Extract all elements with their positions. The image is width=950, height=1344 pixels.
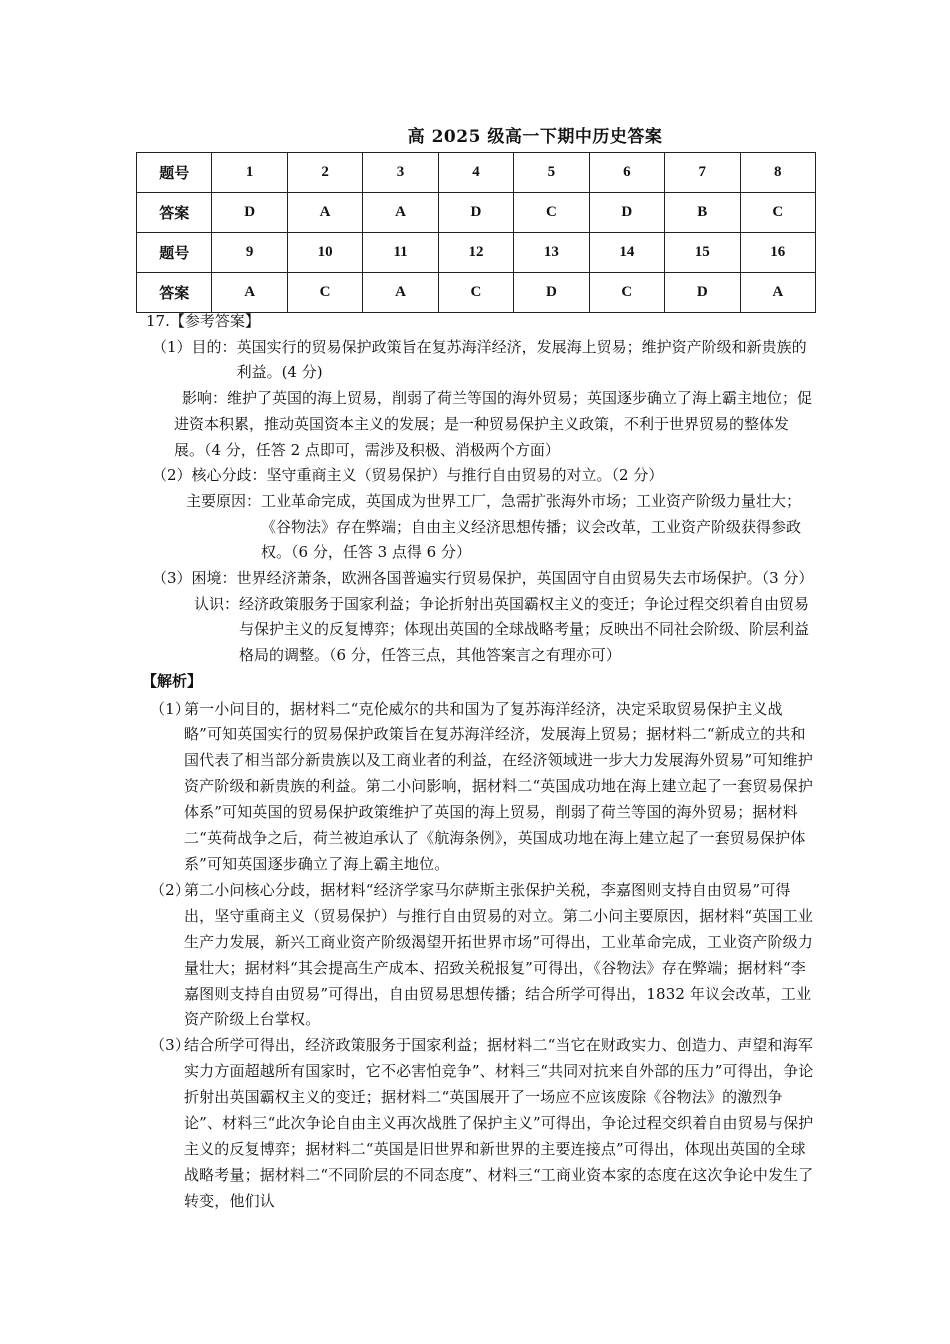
answer-table-cell: 10 — [287, 233, 362, 273]
answer-table-row-label: 答案 — [137, 273, 212, 313]
answer-table-cell: D — [514, 273, 589, 313]
answer-table-cell: D — [438, 193, 513, 233]
q17-part1-effect: 影响：维护了英国的海上贸易，削弱了荷兰等国的海外贸易；英国逐步确立了海上霸主地位；促进资本积累，推动英国资本主义的发展；是一种贸易保护主义政策，不利于世界贸易的整体发展。（4 分，任答 2 点即可，需涉及积极、消极两个方面） — [174, 389, 813, 459]
q17-part1 — [146, 335, 814, 386]
answer-table-cell: 4 — [438, 153, 513, 193]
analysis-heading: 【解析】 — [142, 671, 203, 690]
answer-table-row-label: 题号 — [137, 153, 212, 193]
answer-table-cell: 5 — [514, 153, 589, 193]
q17-part2 — [146, 463, 814, 489]
analysis-item — [146, 878, 814, 1033]
answer-table-cell: D — [589, 193, 664, 233]
q17-part2-reason — [146, 489, 814, 566]
q17-part2-number: （2） — [152, 466, 192, 485]
q17-part3-number: （3） — [152, 569, 192, 588]
answer-table-cell: 6 — [589, 153, 664, 193]
analysis-item — [146, 697, 814, 878]
analysis-item-number: （2） — [150, 880, 190, 899]
analysis-item-number: （1） — [150, 699, 190, 718]
answer-table-cell: A — [212, 273, 287, 313]
answer-table-cell: C — [287, 273, 362, 313]
answer-table-cell: A — [363, 193, 438, 233]
q17-part3-view-text: 经济政策服务于国家利益；争论折射出英国霸权主义的变迁；争论过程交织着自由贸易与保护主义的反复博弈；体现出英国的全球战略考量；反映出不同社会阶级、阶层利益格局的调整。（6 分，任答三点，其他答案言之有理亦可） — [239, 594, 810, 665]
analysis-item — [146, 1033, 814, 1214]
q17-part3-view-label: 认识： — [194, 594, 240, 613]
q17-part1-number: （1） — [152, 337, 192, 356]
answer-table-row — [137, 153, 816, 193]
answer-table-cell: C — [740, 193, 816, 233]
analysis-item-text: 第一小问目的，据材料二“克伦威尔的共和国为了复苏海洋经济，决定采取贸易保护主义战略”可知英国实行的贸易保护政策旨在复苏海洋经济，发展海上贸易；据材料二“新成立的共和国代表了相当部分新贵族以及工商业者的利益，在经济领域进一步大力发展海外贸易”可知维护资产阶级和新贵族的利益。第二小问影响，据材料二“英国成功地在海上建立起了一套贸易保护体系”可知英国的贸易保护政策维护了英国的海上贸易，削弱了荷兰等国的海外贸易；据材料二“英荷战争之后，荷兰被迫承认了《航海条例》，英国成功地在海上建立起了一套贸易保护体系”可知英国逐步确立了海上霸主地位。 — [184, 699, 813, 873]
answer-table-cell: 3 — [363, 153, 438, 193]
answer-table-cell: C — [514, 193, 589, 233]
answer-table-cell: 9 — [212, 233, 287, 273]
answer-table — [136, 152, 816, 313]
answer-table-cell: 12 — [438, 233, 513, 273]
answer-table-cell: D — [212, 193, 287, 233]
answer-table-cell: 16 — [740, 233, 816, 273]
answer-table-cell: 8 — [740, 153, 816, 193]
answer-table-cell: C — [589, 273, 664, 313]
q17-part2-line: 核心分歧：坚守重商主义（贸易保护）与推行自由贸易的对立。（2 分） — [191, 466, 664, 485]
answer-table-cell: B — [665, 193, 740, 233]
answer-table-cell: 13 — [514, 233, 589, 273]
q17-part3 — [146, 566, 814, 592]
answer-content — [142, 309, 814, 1215]
answer-table-row-label: 答案 — [137, 193, 212, 233]
q17-part1-text: 英国实行的贸易保护政策旨在复苏海洋经济，发展海上贸易；维护资产阶级和新贵族的利益。(4 分) — [236, 337, 807, 382]
q17-heading: 17.【参考答案】 — [146, 312, 260, 330]
q17-part1-label: 目的： — [191, 337, 237, 356]
analysis-list — [146, 697, 814, 1215]
answer-table-row — [137, 233, 816, 273]
answer-table-cell: C — [438, 273, 513, 313]
answer-table-cell: 15 — [665, 233, 740, 273]
answer-table-cell: D — [665, 273, 740, 313]
answer-table-cell: 7 — [665, 153, 740, 193]
answer-table-row — [137, 273, 816, 313]
answer-table-cell: 14 — [589, 233, 664, 273]
answer-table-cell: 11 — [363, 233, 438, 273]
analysis-item-number: （3） — [150, 1036, 190, 1055]
q17-part3-view — [146, 592, 814, 669]
q17-part2-reason-label: 主要原因： — [186, 491, 262, 510]
answer-table-cell: 2 — [287, 153, 362, 193]
answer-table-cell: A — [363, 273, 438, 313]
answer-table-row — [137, 193, 816, 233]
answer-table-cell: 1 — [212, 153, 287, 193]
analysis-item-text: 第二小问核心分歧，据材料“经济学家马尔萨斯主张保护关税，李嘉图则支持自由贸易”可得出，坚守重商主义（贸易保护）与推行自由贸易的对立。第二小问主要原因，据材料“英国工业生产力发展，新兴工商业资产阶级渴望开拓世界市场”可得出，工业革命完成，工业资产阶级力量壮大；据材料“其会提高生产成本、招致关税报复”可得出，《谷物法》存在弊端；据材料“李嘉图则支持自由贸易”可得出，自由贸易思想传播；结合所学可得出，1832 年议会改革，工业资产阶级上台掌权。 — [184, 880, 813, 1029]
page-title: 高 2025 级高一下期中历史答案 — [407, 127, 663, 147]
analysis-item-text: 结合所学可得出，经济政策服务于国家利益；据材料二“当它在财政实力、创造力、声望和海军实力方面超越所有国家时，它不必害怕竞争”、材料三“共同对抗来自外部的压力”可得出，争论折射出英国霸权主义的变迁；据材料二“英国展开了一场应不应该废除《谷物法》的激烈争论”、材料三“此次争论自由主义再次战胜了保护主义”可得出，争论过程交织着自由贸易与保护主义的反复博弈；据材料二“英国是旧世界和新世界的主要连接点”可得出，体现出英国的全球战略考量；据材料二“不同阶层的不同态度”、材料三“工商业资本家的态度在这次争论中发生了转变，他们认 — [184, 1036, 814, 1210]
answer-table-row-label: 题号 — [137, 233, 212, 273]
q17-part2-reason-text: 工业革命完成，英国成为世界工厂，急需扩张海外市场；工业资产阶级力量壮大；《谷物法》存在弊端；自由主义经济思想传播；议会改革，工业资产阶级获得参政权。（6 分，任答 3 点得 6 分） — [261, 491, 802, 562]
answer-table-cell: A — [740, 273, 816, 313]
q17-part3-label: 困境： — [191, 569, 237, 588]
answer-table-cell: A — [287, 193, 362, 233]
q17-part3-text: 世界经济萧条，欧洲各国普遍实行贸易保护，英国固守自由贸易失去市场保护。（3 分） — [236, 569, 814, 588]
